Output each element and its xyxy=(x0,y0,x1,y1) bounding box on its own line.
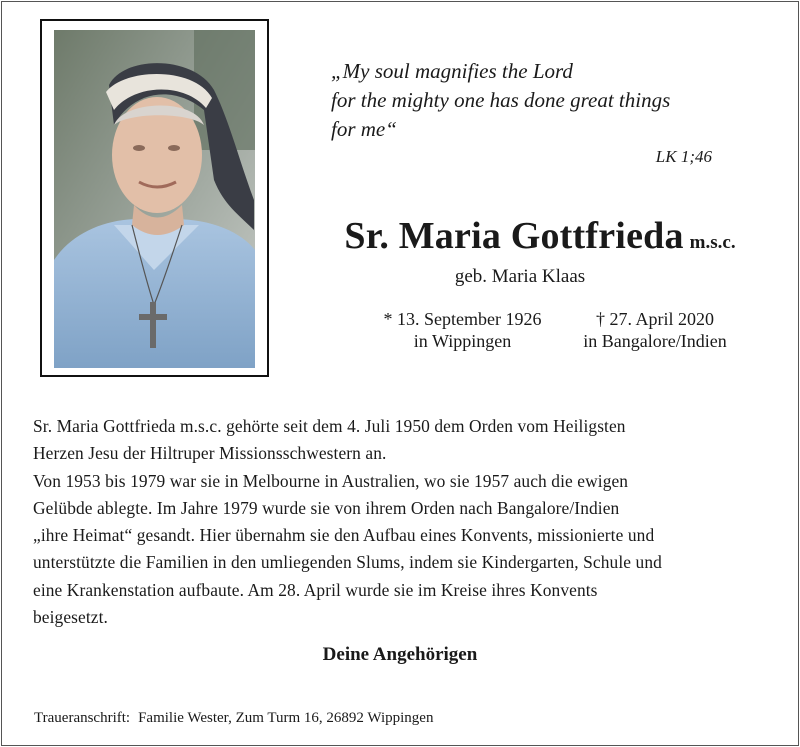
mourning-address xyxy=(34,710,634,727)
portrait-illustration xyxy=(54,30,255,368)
death-info xyxy=(555,308,755,352)
deceased-name: Sr. Maria Gottfrieda xyxy=(344,215,684,257)
text-line: Von 1953 bis 1979 war sie in Melbourne in Australien, wo sie 1957 auch die ewigen xyxy=(33,470,629,491)
text-line: unterstützte die Familien in den umliegenden Slums, indem sie Kindergarten, Schule und xyxy=(33,552,662,573)
text-line: „ihre Heimat“ gesandt. Hier übernahm sie den Aufbau eines Konvents, missionierte und xyxy=(33,525,655,546)
deceased-name-line xyxy=(300,214,780,258)
birth-place: in Wippingen xyxy=(413,331,512,351)
text-line: beigesetzt. xyxy=(33,607,108,628)
address-label: Traueranschrift: xyxy=(34,710,131,726)
portrait-photo xyxy=(54,30,255,368)
obituary-text xyxy=(33,413,778,631)
text-line: Herzen Jesu der Hiltruper Missionsschwestern an. xyxy=(33,443,387,464)
bible-quote xyxy=(331,57,751,144)
death-date: † 27. April 2020 xyxy=(595,309,714,329)
birth-info xyxy=(365,308,560,352)
quote-line: „My soul magnifies the Lord xyxy=(331,59,573,83)
signature: Deine Angehörigen xyxy=(322,644,478,665)
address-value: Familie Wester, Zum Turm 16, 26892 Wippingen xyxy=(138,710,434,726)
death-place: in Bangalore/Indien xyxy=(583,331,727,351)
birth-name: geb. Maria Klaas xyxy=(454,266,586,287)
text-line: Sr. Maria Gottfrieda m.s.c. gehörte seit dem 4. Juli 1950 dem Orden vom Heiligsten xyxy=(33,416,626,436)
quote-line: for the mighty one has done great things xyxy=(331,88,671,112)
portrait-frame xyxy=(40,19,269,377)
text-line: eine Krankenstation aufbaute. Am 28. April wurde sie im Kreise ihres Konvents xyxy=(33,579,598,600)
text-line: Gelübde ablegte. Im Jahre 1979 wurde sie von ihrem Orden nach Bangalore/Indien xyxy=(33,497,620,518)
order-suffix: m.s.c. xyxy=(689,232,736,253)
quote-line: for me“ xyxy=(331,117,397,141)
birth-date: * 13. September 1926 xyxy=(383,309,542,329)
quote-reference: LK 1;46 xyxy=(655,147,712,166)
